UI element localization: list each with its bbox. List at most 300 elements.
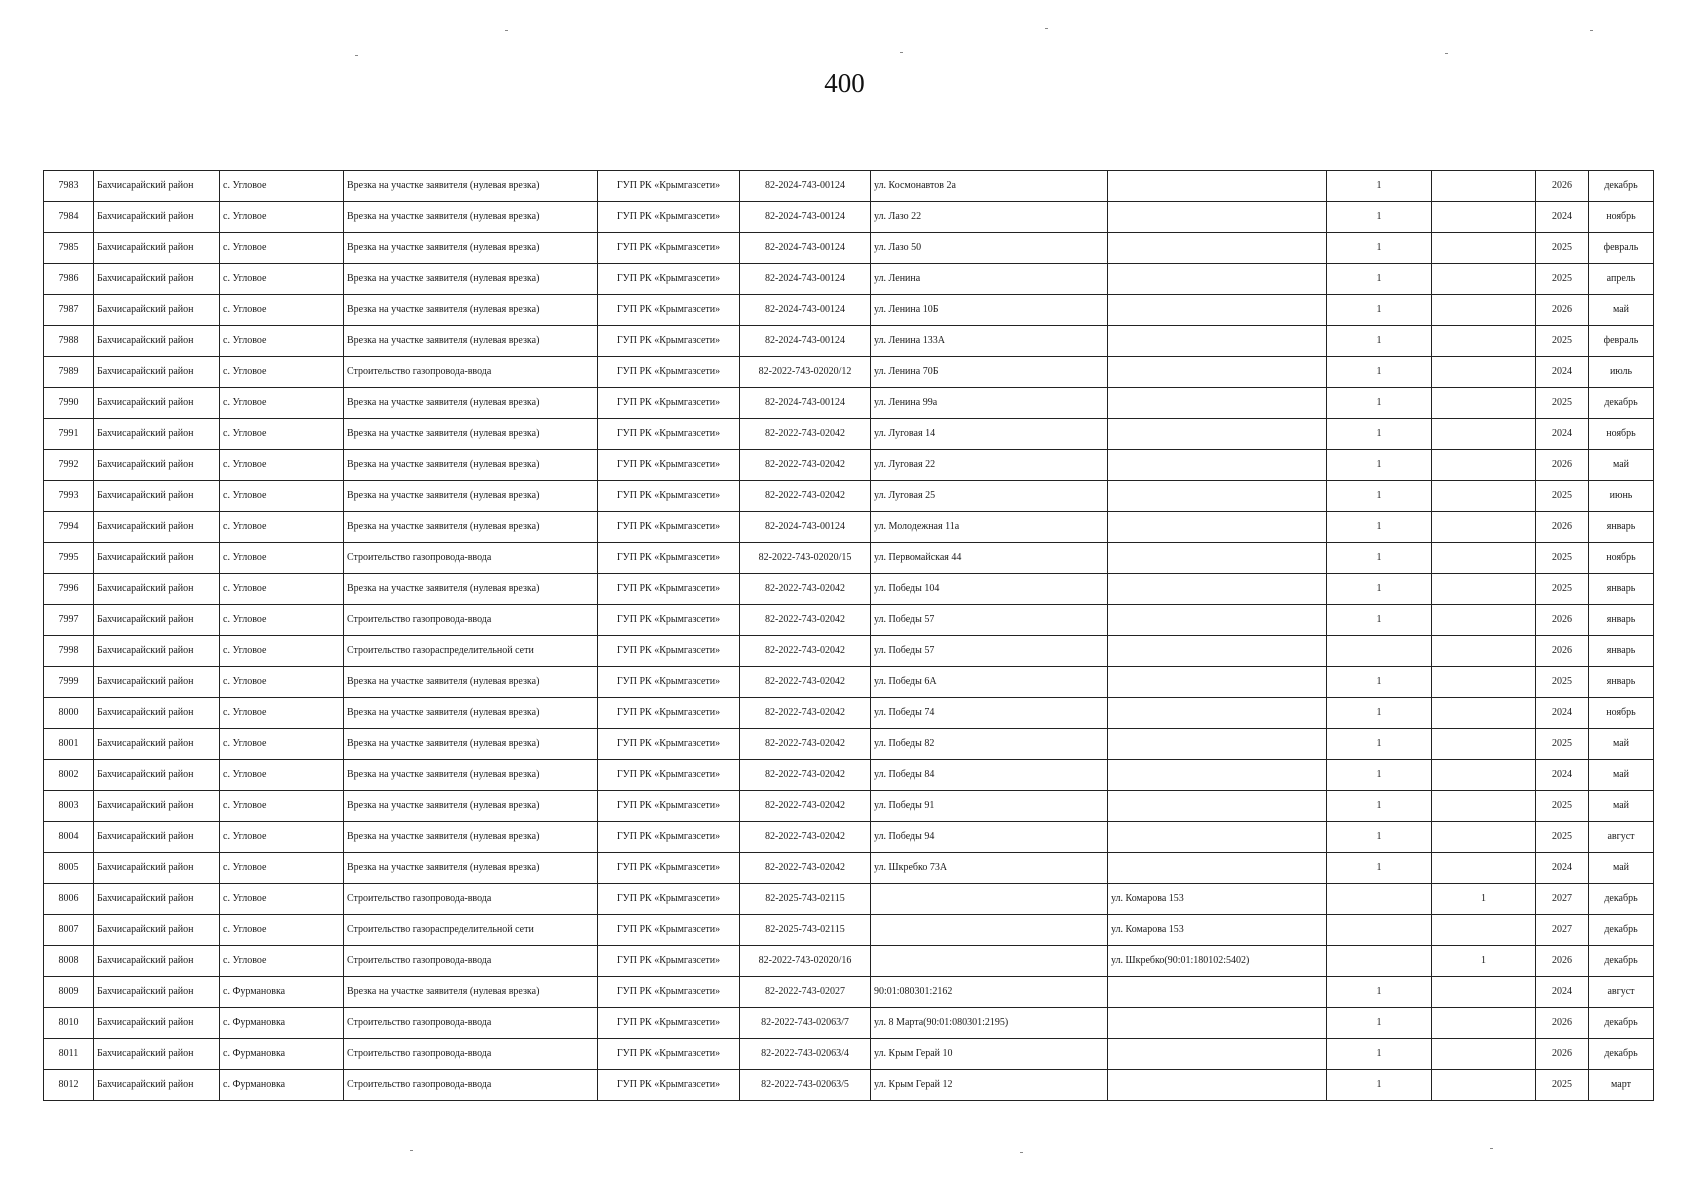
registry-code-cell: 82-2022-743-02042 [740,450,871,481]
work-type-cell: Врезка на участке заявителя (нулевая врезка) [344,295,598,326]
table-row [44,1008,1654,1039]
registry-code-cell: 82-2022-743-02042 [740,667,871,698]
table-row [44,171,1654,202]
address-alt-cell [1108,1039,1327,1070]
address-cell: ул. Луговая 22 [871,450,1108,481]
district-cell: Бахчисарайский район [94,729,220,760]
address-alt-cell [1108,171,1327,202]
work-type-cell: Строительство газопровода-ввода [344,1008,598,1039]
address-alt-cell [1108,822,1327,853]
address-alt-cell [1108,1008,1327,1039]
row-number-cell: 7984 [44,202,94,233]
village-cell: с. Угловое [220,512,344,543]
quantity-cell: 1 [1327,357,1432,388]
quantity-cell: 1 [1327,1070,1432,1101]
village-cell: с. Угловое [220,915,344,946]
quantity-alt-cell: 1 [1432,946,1536,977]
work-type-cell: Врезка на участке заявителя (нулевая врезка) [344,698,598,729]
year-cell: 2024 [1536,698,1589,729]
registry-code-cell: 82-2022-743-02042 [740,791,871,822]
address-cell [871,915,1108,946]
year-cell: 2027 [1536,915,1589,946]
organization-cell: ГУП РК «Крымгазсети» [598,636,740,667]
organization-cell: ГУП РК «Крымгазсети» [598,357,740,388]
row-number-cell: 8012 [44,1070,94,1101]
address-alt-cell [1108,450,1327,481]
address-alt-cell [1108,760,1327,791]
scan-speck [900,52,903,53]
address-cell: ул. Победы 104 [871,574,1108,605]
address-cell: ул. Победы 84 [871,760,1108,791]
table-row [44,729,1654,760]
village-cell: с. Угловое [220,822,344,853]
quantity-alt-cell [1432,450,1536,481]
district-cell: Бахчисарайский район [94,326,220,357]
year-cell: 2025 [1536,574,1589,605]
registry-code-cell: 82-2022-743-02063/7 [740,1008,871,1039]
village-cell: с. Угловое [220,791,344,822]
village-cell: с. Угловое [220,946,344,977]
village-cell: с. Угловое [220,667,344,698]
registry-code-cell: 82-2024-743-00124 [740,202,871,233]
district-cell: Бахчисарайский район [94,853,220,884]
district-cell: Бахчисарайский район [94,760,220,791]
organization-cell: ГУП РК «Крымгазсети» [598,884,740,915]
year-cell: 2025 [1536,481,1589,512]
month-cell: ноябрь [1589,543,1654,574]
village-cell: с. Угловое [220,233,344,264]
address-alt-cell [1108,667,1327,698]
row-number-cell: 7997 [44,605,94,636]
address-cell: ул. Победы 6А [871,667,1108,698]
scan-speck [1020,1152,1023,1153]
work-type-cell: Врезка на участке заявителя (нулевая врезка) [344,388,598,419]
table-row [44,822,1654,853]
work-type-cell: Врезка на участке заявителя (нулевая врезка) [344,760,598,791]
row-number-cell: 8007 [44,915,94,946]
row-number-cell: 8001 [44,729,94,760]
organization-cell: ГУП РК «Крымгазсети» [598,388,740,419]
row-number-cell: 8005 [44,853,94,884]
work-type-cell: Врезка на участке заявителя (нулевая врезка) [344,419,598,450]
scan-speck [1490,1148,1493,1149]
quantity-alt-cell [1432,1008,1536,1039]
quantity-alt-cell [1432,915,1536,946]
row-number-cell: 8008 [44,946,94,977]
address-cell [871,884,1108,915]
work-type-cell: Строительство газопровода-ввода [344,946,598,977]
district-cell: Бахчисарайский район [94,481,220,512]
table-body [44,171,1654,1101]
address-alt-cell [1108,264,1327,295]
registry-code-cell: 82-2022-743-02042 [740,636,871,667]
quantity-alt-cell [1432,357,1536,388]
quantity-cell: 1 [1327,667,1432,698]
row-number-cell: 7987 [44,295,94,326]
quantity-alt-cell [1432,264,1536,295]
work-type-cell: Строительство газораспределительной сети [344,636,598,667]
month-cell: май [1589,853,1654,884]
organization-cell: ГУП РК «Крымгазсети» [598,915,740,946]
table-row [44,977,1654,1008]
quantity-cell: 1 [1327,171,1432,202]
village-cell: с. Угловое [220,326,344,357]
organization-cell: ГУП РК «Крымгазсети» [598,171,740,202]
village-cell: с. Фурмановка [220,1070,344,1101]
work-type-cell: Врезка на участке заявителя (нулевая врезка) [344,729,598,760]
organization-cell: ГУП РК «Крымгазсети» [598,264,740,295]
row-number-cell: 7999 [44,667,94,698]
quantity-alt-cell: 1 [1432,884,1536,915]
year-cell: 2025 [1536,667,1589,698]
organization-cell: ГУП РК «Крымгазсети» [598,853,740,884]
quantity-cell: 1 [1327,760,1432,791]
quantity-cell: 1 [1327,698,1432,729]
row-number-cell: 7990 [44,388,94,419]
row-number-cell: 7992 [44,450,94,481]
month-cell: март [1589,1070,1654,1101]
table-row [44,419,1654,450]
month-cell: май [1589,729,1654,760]
quantity-cell: 1 [1327,543,1432,574]
scan-speck [355,55,358,56]
row-number-cell: 8006 [44,884,94,915]
address-alt-cell: ул. Комарова 153 [1108,915,1327,946]
address-cell: ул. Космонавтов 2а [871,171,1108,202]
address-alt-cell [1108,419,1327,450]
address-cell: ул. Луговая 25 [871,481,1108,512]
table-row [44,326,1654,357]
month-cell: август [1589,977,1654,1008]
address-alt-cell: ул. Шкребко(90:01:180102:5402) [1108,946,1327,977]
row-number-cell: 8009 [44,977,94,1008]
row-number-cell: 8011 [44,1039,94,1070]
table-row [44,853,1654,884]
organization-cell: ГУП РК «Крымгазсети» [598,977,740,1008]
address-cell: ул. Шкребко 73А [871,853,1108,884]
organization-cell: ГУП РК «Крымгазсети» [598,822,740,853]
month-cell: декабрь [1589,915,1654,946]
address-cell: ул. Ленина 70Б [871,357,1108,388]
quantity-cell: 1 [1327,574,1432,605]
address-cell: ул. Лазо 22 [871,202,1108,233]
quantity-cell: 1 [1327,1008,1432,1039]
year-cell: 2024 [1536,357,1589,388]
work-type-cell: Строительство газопровода-ввода [344,884,598,915]
quantity-alt-cell [1432,605,1536,636]
address-cell: ул. Ленина 99а [871,388,1108,419]
row-number-cell: 7991 [44,419,94,450]
work-type-cell: Врезка на участке заявителя (нулевая врезка) [344,574,598,605]
row-number-cell: 7985 [44,233,94,264]
quantity-cell: 1 [1327,450,1432,481]
quantity-alt-cell [1432,326,1536,357]
row-number-cell: 7983 [44,171,94,202]
row-number-cell: 8000 [44,698,94,729]
village-cell: с. Угловое [220,884,344,915]
row-number-cell: 7988 [44,326,94,357]
registry-code-cell: 82-2022-743-02042 [740,698,871,729]
address-alt-cell [1108,791,1327,822]
work-type-cell: Врезка на участке заявителя (нулевая врезка) [344,853,598,884]
quantity-cell: 1 [1327,295,1432,326]
organization-cell: ГУП РК «Крымгазсети» [598,1039,740,1070]
month-cell: апрель [1589,264,1654,295]
quantity-alt-cell [1432,233,1536,264]
organization-cell: ГУП РК «Крымгазсети» [598,202,740,233]
quantity-alt-cell [1432,1070,1536,1101]
registry-code-cell: 82-2024-743-00124 [740,388,871,419]
scan-speck [1045,28,1048,29]
year-cell: 2025 [1536,388,1589,419]
organization-cell: ГУП РК «Крымгазсети» [598,481,740,512]
work-type-cell: Врезка на участке заявителя (нулевая врезка) [344,977,598,1008]
registry-code-cell: 82-2022-743-02027 [740,977,871,1008]
village-cell: с. Угловое [220,574,344,605]
row-number-cell: 8002 [44,760,94,791]
village-cell: с. Угловое [220,481,344,512]
month-cell: июль [1589,357,1654,388]
year-cell: 2026 [1536,450,1589,481]
year-cell: 2026 [1536,1039,1589,1070]
district-cell: Бахчисарайский район [94,450,220,481]
quantity-alt-cell [1432,853,1536,884]
registry-code-cell: 82-2022-743-02020/12 [740,357,871,388]
village-cell: с. Угловое [220,357,344,388]
organization-cell: ГУП РК «Крымгазсети» [598,791,740,822]
registry-code-cell: 82-2024-743-00124 [740,295,871,326]
year-cell: 2026 [1536,1008,1589,1039]
address-cell: ул. Победы 82 [871,729,1108,760]
village-cell: с. Фурмановка [220,1039,344,1070]
registry-code-cell: 82-2022-743-02042 [740,729,871,760]
year-cell: 2025 [1536,791,1589,822]
registry-code-cell: 82-2022-743-02042 [740,760,871,791]
organization-cell: ГУП РК «Крымгазсети» [598,667,740,698]
quantity-cell: 1 [1327,853,1432,884]
address-cell: ул. Молодежная 11а [871,512,1108,543]
district-cell: Бахчисарайский район [94,822,220,853]
address-cell: ул. Первомайская 44 [871,543,1108,574]
table-row [44,295,1654,326]
year-cell: 2026 [1536,636,1589,667]
row-number-cell: 7994 [44,512,94,543]
village-cell: с. Угловое [220,605,344,636]
quantity-alt-cell [1432,636,1536,667]
organization-cell: ГУП РК «Крымгазсети» [598,729,740,760]
row-number-cell: 7998 [44,636,94,667]
quantity-cell: 1 [1327,1039,1432,1070]
row-number-cell: 7993 [44,481,94,512]
year-cell: 2025 [1536,1070,1589,1101]
work-type-cell: Врезка на участке заявителя (нулевая врезка) [344,791,598,822]
district-cell: Бахчисарайский район [94,388,220,419]
district-cell: Бахчисарайский район [94,202,220,233]
district-cell: Бахчисарайский район [94,1008,220,1039]
table-row [44,915,1654,946]
quantity-alt-cell [1432,512,1536,543]
work-type-cell: Строительство газораспределительной сети [344,915,598,946]
organization-cell: ГУП РК «Крымгазсети» [598,295,740,326]
village-cell: с. Угловое [220,543,344,574]
district-cell: Бахчисарайский район [94,419,220,450]
table-row [44,1070,1654,1101]
village-cell: с. Угловое [220,729,344,760]
address-alt-cell [1108,543,1327,574]
village-cell: с. Угловое [220,171,344,202]
district-cell: Бахчисарайский район [94,295,220,326]
district-cell: Бахчисарайский район [94,1070,220,1101]
registry-code-cell: 82-2022-743-02042 [740,853,871,884]
district-cell: Бахчисарайский район [94,636,220,667]
month-cell: декабрь [1589,1039,1654,1070]
row-number-cell: 7996 [44,574,94,605]
quantity-cell [1327,946,1432,977]
quantity-cell: 1 [1327,791,1432,822]
row-number-cell: 8004 [44,822,94,853]
year-cell: 2025 [1536,264,1589,295]
organization-cell: ГУП РК «Крымгазсети» [598,946,740,977]
address-cell: ул. Победы 91 [871,791,1108,822]
quantity-alt-cell [1432,419,1536,450]
work-type-cell: Врезка на участке заявителя (нулевая врезка) [344,326,598,357]
address-cell: ул. 8 Марта(90:01:080301:2195) [871,1008,1108,1039]
quantity-alt-cell [1432,760,1536,791]
quantity-cell [1327,636,1432,667]
village-cell: с. Угловое [220,760,344,791]
month-cell: декабрь [1589,946,1654,977]
work-type-cell: Врезка на участке заявителя (нулевая врезка) [344,450,598,481]
address-alt-cell [1108,698,1327,729]
row-number-cell: 7989 [44,357,94,388]
month-cell: февраль [1589,233,1654,264]
address-alt-cell [1108,233,1327,264]
month-cell: июнь [1589,481,1654,512]
quantity-cell: 1 [1327,326,1432,357]
registry-code-cell: 82-2025-743-02115 [740,915,871,946]
district-cell: Бахчисарайский район [94,791,220,822]
district-cell: Бахчисарайский район [94,1039,220,1070]
quantity-cell [1327,884,1432,915]
table-row [44,388,1654,419]
work-type-cell: Строительство газопровода-ввода [344,1039,598,1070]
table-row [44,202,1654,233]
work-type-cell: Врезка на участке заявителя (нулевая врезка) [344,233,598,264]
address-alt-cell [1108,357,1327,388]
address-cell: ул. Крым Герай 12 [871,1070,1108,1101]
address-alt-cell [1108,1070,1327,1101]
address-alt-cell: ул. Комарова 153 [1108,884,1327,915]
quantity-cell: 1 [1327,388,1432,419]
registry-code-cell: 82-2024-743-00124 [740,171,871,202]
quantity-cell: 1 [1327,233,1432,264]
district-cell: Бахчисарайский район [94,357,220,388]
page-number: 400 [824,68,865,98]
year-cell: 2026 [1536,605,1589,636]
work-type-cell: Врезка на участке заявителя (нулевая врезка) [344,481,598,512]
village-cell: с. Угловое [220,419,344,450]
month-cell: январь [1589,574,1654,605]
quantity-alt-cell [1432,698,1536,729]
address-cell: ул. Луговая 14 [871,419,1108,450]
table-row [44,946,1654,977]
table-row [44,543,1654,574]
work-type-cell: Врезка на участке заявителя (нулевая врезка) [344,667,598,698]
village-cell: с. Угловое [220,853,344,884]
address-alt-cell [1108,388,1327,419]
scan-speck [1445,53,1448,54]
table-row [44,667,1654,698]
organization-cell: ГУП РК «Крымгазсети» [598,1008,740,1039]
organization-cell: ГУП РК «Крымгазсети» [598,512,740,543]
month-cell: декабрь [1589,388,1654,419]
quantity-cell: 1 [1327,264,1432,295]
table-row [44,512,1654,543]
scan-speck [505,30,508,31]
table-row [44,1039,1654,1070]
registry-code-cell: 82-2024-743-00124 [740,512,871,543]
quantity-cell: 1 [1327,822,1432,853]
row-number-cell: 8003 [44,791,94,822]
address-alt-cell [1108,202,1327,233]
scan-speck [410,1150,413,1151]
district-cell: Бахчисарайский район [94,574,220,605]
month-cell: май [1589,791,1654,822]
registry-code-cell: 82-2022-743-02042 [740,605,871,636]
year-cell: 2026 [1536,946,1589,977]
month-cell: ноябрь [1589,419,1654,450]
quantity-alt-cell [1432,791,1536,822]
table-row [44,357,1654,388]
address-cell: ул. Победы 57 [871,636,1108,667]
quantity-alt-cell [1432,667,1536,698]
organization-cell: ГУП РК «Крымгазсети» [598,1070,740,1101]
row-number-cell: 7995 [44,543,94,574]
organization-cell: ГУП РК «Крымгазсети» [598,233,740,264]
address-cell: ул. Победы 94 [871,822,1108,853]
address-alt-cell [1108,605,1327,636]
quantity-alt-cell [1432,171,1536,202]
registry-code-cell: 82-2022-743-02063/4 [740,1039,871,1070]
registry-code-cell: 82-2024-743-00124 [740,233,871,264]
month-cell: ноябрь [1589,202,1654,233]
year-cell: 2024 [1536,977,1589,1008]
year-cell: 2024 [1536,853,1589,884]
quantity-alt-cell [1432,295,1536,326]
address-alt-cell [1108,326,1327,357]
year-cell: 2026 [1536,512,1589,543]
district-cell: Бахчисарайский район [94,171,220,202]
quantity-alt-cell [1432,977,1536,1008]
work-type-cell: Строительство газопровода-ввода [344,1070,598,1101]
table-row [44,605,1654,636]
month-cell: ноябрь [1589,698,1654,729]
year-cell: 2024 [1536,419,1589,450]
quantity-alt-cell [1432,543,1536,574]
month-cell: январь [1589,636,1654,667]
quantity-cell [1327,915,1432,946]
year-cell: 2025 [1536,543,1589,574]
address-cell: ул. Ленина 10Б [871,295,1108,326]
year-cell: 2024 [1536,202,1589,233]
address-alt-cell [1108,853,1327,884]
address-cell: ул. Ленина [871,264,1108,295]
quantity-alt-cell [1432,202,1536,233]
address-cell: ул. Победы 57 [871,605,1108,636]
table-row [44,760,1654,791]
year-cell: 2025 [1536,729,1589,760]
table-row [44,636,1654,667]
